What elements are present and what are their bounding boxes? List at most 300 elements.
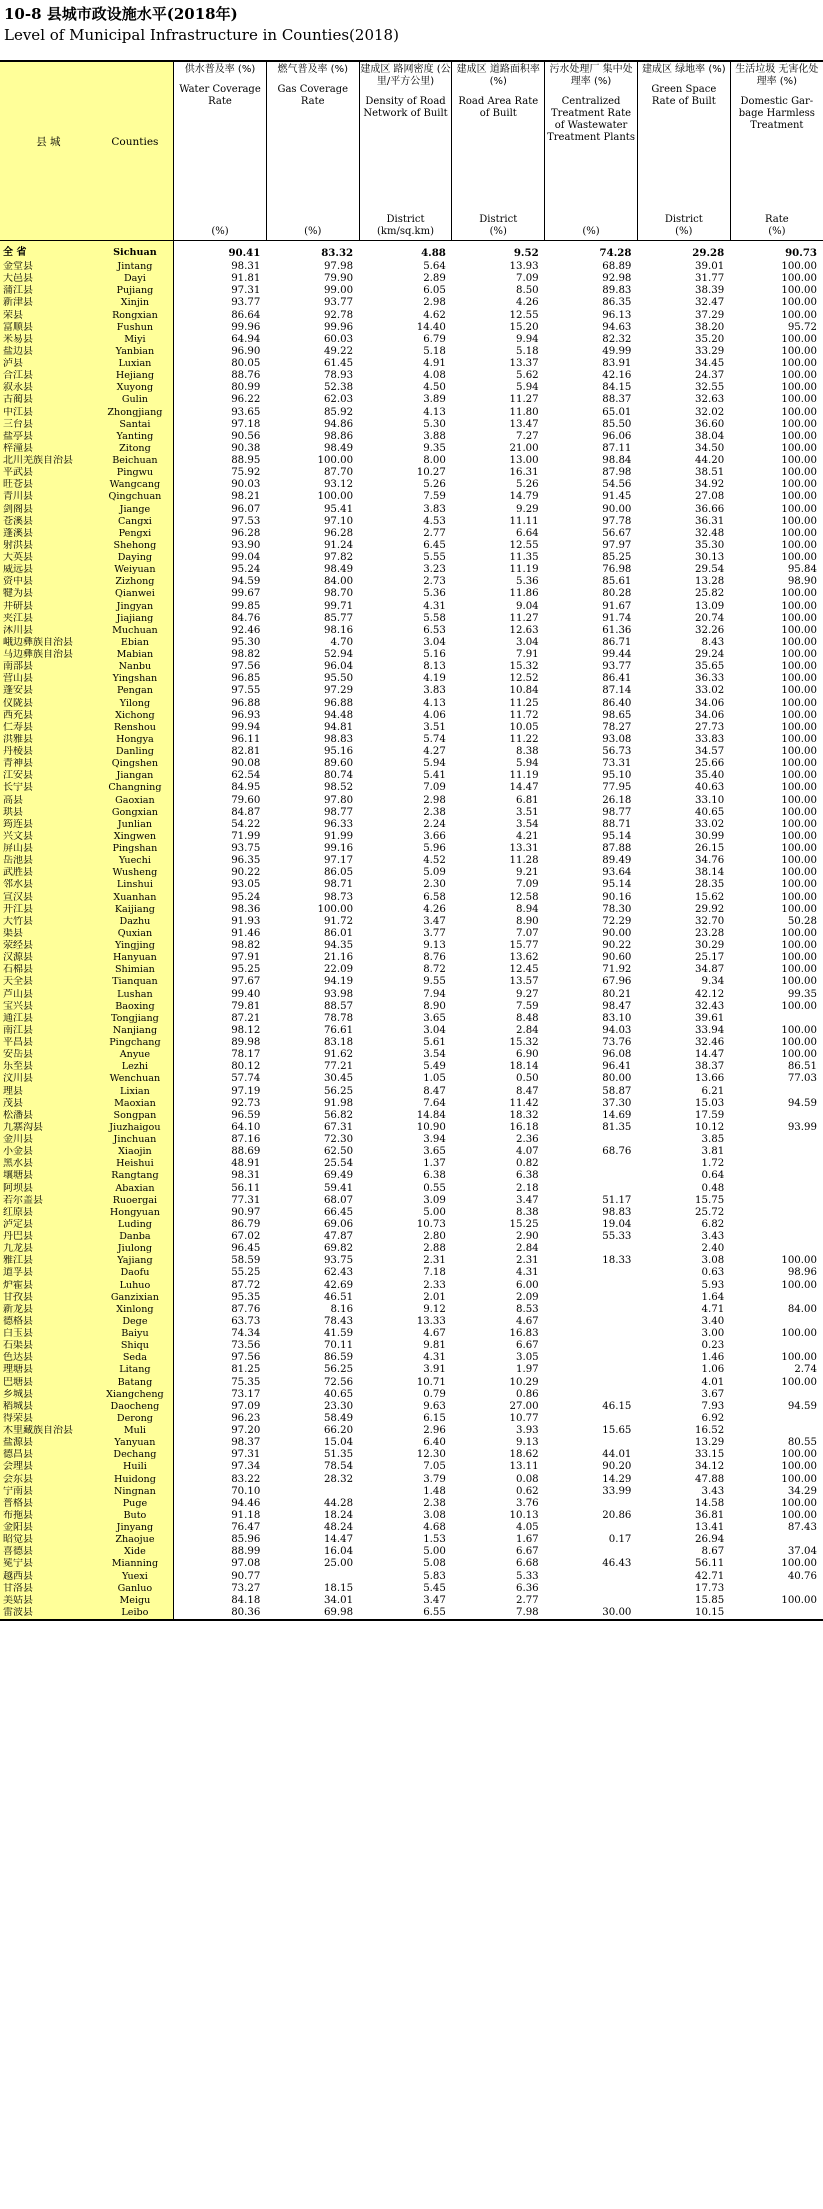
value-cell [545, 1243, 638, 1255]
value-cell: 84.15 [602, 382, 632, 394]
value-cell: 3.43 [701, 1231, 725, 1243]
table-row [0, 540, 823, 552]
value-cell: 78.54 [323, 1461, 354, 1473]
value-cell: 11.11 [509, 515, 539, 527]
value-cell: 13.37 [509, 358, 539, 370]
value-cell: 90.77 [231, 1570, 261, 1582]
value-cell: 100.00 [781, 721, 817, 733]
county-name-cn: 犍为县 [0, 588, 97, 600]
value-cell: 30.00 [545, 1607, 638, 1620]
value-cell: 94.59 [787, 1097, 817, 1109]
value-cell: 58.59 [231, 1255, 261, 1267]
county-name-cn: 蓬溪县 [0, 528, 97, 540]
value-cell: 12.45 [509, 964, 539, 976]
value-cell [266, 1486, 359, 1498]
value-cell: 1.05 [423, 1073, 446, 1085]
value-cell: 91.93 [231, 915, 261, 927]
table-row [0, 1134, 823, 1146]
county-name-en: Jiulong [97, 1243, 174, 1255]
value-cell: 82.32 [602, 333, 632, 345]
value-cell: 33.94 [695, 1024, 725, 1036]
value-cell: 1.37 [423, 1158, 446, 1170]
table-row [0, 746, 823, 758]
value-cell: 99.67 [231, 588, 261, 600]
value-cell: 6.21 [701, 1085, 725, 1097]
table-row [0, 625, 823, 637]
table-row [0, 1255, 823, 1267]
county-name-cn: 合江县 [0, 370, 97, 382]
value-cell: 95.24 [231, 564, 261, 576]
value-cell: 81.35 [602, 1121, 632, 1133]
value-cell: 2.09 [515, 1291, 539, 1303]
value-cell: 63.73 [231, 1315, 261, 1327]
value-cell: 100.00 [781, 733, 817, 745]
county-name-en: Linshui [97, 879, 174, 891]
value-cell: 98.70 [323, 588, 354, 600]
value-cell: 37.04 [787, 1546, 817, 1558]
value-cell: 79.81 [231, 1000, 261, 1012]
value-cell: 25.72 [695, 1206, 725, 1218]
county-name-en: Jinchuan [97, 1134, 174, 1146]
table-row [0, 710, 823, 722]
county-name-en: Ruoergai [97, 1195, 174, 1207]
value-cell: 100.00 [781, 612, 817, 624]
value-cell: 88.95 [231, 455, 261, 467]
table-row [0, 637, 823, 649]
county-name-en: Jiuzhaigou [97, 1122, 174, 1134]
value-cell: 94.81 [323, 721, 354, 733]
table-row [0, 1292, 823, 1304]
value-cell: 93.65 [231, 406, 261, 418]
value-cell [730, 1219, 823, 1231]
value-cell: 100.00 [781, 1024, 817, 1036]
value-cell [545, 1595, 638, 1607]
table-row [0, 491, 823, 503]
table-row [0, 1195, 823, 1207]
value-cell: 4.70 [330, 636, 354, 648]
county-name-cn: 武胜县 [0, 867, 97, 879]
value-cell: 100.00 [781, 442, 817, 454]
value-cell [545, 1280, 638, 1292]
county-name-cn: 冕宁县 [0, 1558, 97, 1570]
table-row [0, 1267, 823, 1279]
table-row [0, 1534, 823, 1546]
county-name-cn: 石棉县 [0, 964, 97, 976]
value-cell: 94.63 [602, 321, 632, 333]
table-row [0, 552, 823, 564]
value-cell: 19.04 [602, 1218, 632, 1230]
value-cell: 100.00 [781, 818, 817, 830]
column-header: 建成区 道路面积率 (%) Road Area Rate of Built District (%) [452, 61, 545, 241]
value-cell: 0.63 [701, 1267, 725, 1279]
value-cell: 40.65 [323, 1388, 354, 1400]
value-cell: 9.21 [515, 867, 539, 879]
value-cell: 82.81 [231, 746, 261, 758]
table-row [0, 1510, 823, 1522]
value-cell: 9.04 [515, 600, 539, 612]
value-cell: 5.41 [423, 770, 446, 782]
value-cell: 3.79 [423, 1473, 446, 1485]
value-cell: 12.52 [509, 673, 539, 685]
value-cell: 24.37 [695, 370, 725, 382]
county-name-cn: 甘孜县 [0, 1292, 97, 1304]
value-cell: 18.14 [509, 1061, 539, 1073]
table-row [0, 831, 823, 843]
table-row [0, 1049, 823, 1061]
value-cell: 85.50 [602, 418, 632, 430]
value-cell: 5.30 [423, 418, 446, 430]
table-row [0, 1146, 823, 1158]
value-cell: 100.00 [781, 333, 817, 345]
table-body [0, 241, 823, 1621]
value-cell: 11.42 [509, 1097, 539, 1109]
table-row [0, 1364, 823, 1376]
value-cell: 87.14 [602, 685, 632, 697]
value-cell: 93.75 [323, 1255, 354, 1267]
value-cell: 3.89 [423, 394, 446, 406]
value-cell: 60.03 [323, 333, 354, 345]
value-cell: 11.86 [509, 588, 539, 600]
value-cell: 7.18 [423, 1267, 446, 1279]
value-cell: 54.22 [231, 818, 261, 830]
table-row [0, 782, 823, 794]
county-name-en: Weiyuan [97, 564, 174, 576]
value-cell: 83.22 [231, 1473, 261, 1485]
value-cell: 2.18 [515, 1182, 539, 1194]
value-cell: 100.00 [781, 673, 817, 685]
county-en-header: Counties [97, 61, 174, 241]
county-name-en: Ebian [97, 637, 174, 649]
value-cell: 2.74 [794, 1364, 817, 1376]
county-name-cn: 开江县 [0, 904, 97, 916]
value-cell: 96.07 [231, 503, 261, 515]
county-name-cn: 三台县 [0, 419, 97, 431]
value-cell: 15.77 [509, 940, 539, 952]
value-cell: 3.00 [701, 1328, 725, 1340]
value-cell: 15.32 [509, 661, 539, 673]
value-cell: 98.16 [323, 624, 354, 636]
value-cell: 98.73 [323, 891, 354, 903]
value-cell: 11.19 [509, 770, 539, 782]
value-cell: 33.02 [695, 818, 725, 830]
value-cell: 6.79 [423, 333, 446, 345]
county-name-cn: 渠县 [0, 928, 97, 940]
county-name-cn: 芦山县 [0, 989, 97, 1001]
value-cell: 91.24 [323, 539, 354, 551]
value-cell: 95.24 [231, 891, 261, 903]
value-cell [730, 1183, 823, 1195]
value-cell: 96.08 [602, 1049, 632, 1061]
value-cell: 100.00 [781, 588, 817, 600]
value-cell: 3.83 [423, 503, 446, 515]
county-name-cn: 古蔺县 [0, 394, 97, 406]
value-cell: 12.55 [509, 539, 539, 551]
value-cell: 46.15 [602, 1400, 632, 1412]
county-name-en: Gongxian [97, 807, 174, 819]
county-name-en: Daying [97, 552, 174, 564]
value-cell: 26.94 [695, 1534, 725, 1546]
value-cell: 0.17 [608, 1534, 632, 1546]
value-cell: 68.89 [602, 261, 632, 273]
value-cell [730, 1146, 823, 1158]
county-name-cn: 喜德县 [0, 1546, 97, 1558]
table-row [0, 1461, 823, 1473]
county-name-cn: 盐亭县 [0, 431, 97, 443]
value-cell: 73.56 [231, 1340, 261, 1352]
county-name-en: Changning [97, 782, 174, 794]
value-cell: 98.49 [323, 564, 354, 576]
county-name-en: Wusheng [97, 867, 174, 879]
value-cell: 7.64 [423, 1097, 446, 1109]
value-cell: 100.00 [781, 382, 817, 394]
value-cell: 27.73 [695, 721, 725, 733]
value-cell: 92.73 [231, 1097, 261, 1109]
value-cell: 8.47 [515, 1085, 539, 1097]
table-row [0, 758, 823, 770]
value-cell [266, 1571, 359, 1583]
value-cell: 87.76 [231, 1303, 261, 1315]
value-cell: 1.97 [515, 1364, 539, 1376]
value-cell: 84.00 [787, 1303, 817, 1315]
county-name-en: Litang [97, 1364, 174, 1376]
value-cell: 4.50 [423, 382, 446, 394]
value-cell [730, 1316, 823, 1328]
value-cell: 100.00 [781, 1473, 817, 1485]
value-cell: 100.00 [781, 685, 817, 697]
county-name-en: Yingshan [97, 673, 174, 685]
value-cell: 97.19 [231, 1085, 261, 1097]
value-cell: 100.00 [781, 394, 817, 406]
value-cell: 10.90 [416, 1121, 446, 1133]
value-cell: 100.00 [781, 479, 817, 491]
value-cell: 84.87 [231, 806, 261, 818]
value-cell: 5.94 [515, 758, 539, 770]
value-cell: 87.72 [231, 1279, 261, 1291]
value-cell: 9.35 [423, 442, 446, 454]
value-cell: 99.71 [323, 600, 354, 612]
value-cell: 12.58 [509, 891, 539, 903]
county-name-cn: 仁寿县 [0, 722, 97, 734]
county-name-en: Qingchuan [97, 491, 174, 503]
county-name-en: Muli [97, 1425, 174, 1437]
value-cell: 7.07 [515, 927, 539, 939]
county-name-cn: 北川羌族自治县 [0, 455, 97, 467]
value-cell: 95.72 [787, 321, 817, 333]
value-cell: 93.75 [231, 843, 261, 855]
value-cell: 83.32 [321, 247, 354, 259]
county-name-en: Huili [97, 1461, 174, 1473]
value-cell: 91.45 [602, 491, 632, 503]
value-cell: 10.77 [509, 1412, 539, 1424]
value-cell: 100.00 [781, 1461, 817, 1473]
value-cell: 16.52 [695, 1425, 725, 1437]
value-cell: 95.84 [787, 564, 817, 576]
value-cell: 5.36 [515, 576, 539, 588]
value-cell: 36.81 [695, 1509, 725, 1521]
county-name-en: Xinlong [97, 1304, 174, 1316]
value-cell: 100.00 [781, 285, 817, 297]
value-cell: 95.14 [602, 830, 632, 842]
value-cell: 13.57 [509, 976, 539, 988]
value-cell: 62.54 [231, 770, 261, 782]
value-cell: 76.61 [323, 1024, 354, 1036]
value-cell: 40.65 [695, 806, 725, 818]
table-row [0, 588, 823, 600]
county-name-en: Danling [97, 746, 174, 758]
county-name-cn: 布拖县 [0, 1510, 97, 1522]
value-cell: 64.94 [231, 333, 261, 345]
county-name-en: Mianning [97, 1558, 174, 1570]
value-cell: 84.18 [231, 1594, 261, 1606]
value-cell: 86.64 [231, 309, 261, 321]
value-cell: 2.89 [423, 273, 446, 285]
value-cell: 0.79 [423, 1388, 446, 1400]
county-name-en: Jintang [97, 261, 174, 273]
table-row [0, 601, 823, 613]
county-name-en: Xide [97, 1546, 174, 1558]
value-cell: 96.28 [323, 527, 354, 539]
value-cell: 85.92 [323, 406, 354, 418]
county-name-cn: 稻城县 [0, 1401, 97, 1413]
value-cell: 86.01 [323, 927, 354, 939]
value-cell: 14.47 [323, 1534, 354, 1546]
value-cell: 80.21 [602, 988, 632, 1000]
value-cell: 97.20 [231, 1425, 261, 1437]
value-cell: 14.79 [509, 491, 539, 503]
value-cell: 34.57 [695, 746, 725, 758]
county-name-cn: 金阳县 [0, 1522, 97, 1534]
value-cell: 1.72 [701, 1158, 725, 1170]
table-row [0, 516, 823, 528]
value-cell: 9.13 [515, 1437, 539, 1449]
value-cell: 58.49 [323, 1412, 354, 1424]
value-cell: 68.76 [602, 1146, 632, 1158]
value-cell: 3.88 [423, 430, 446, 442]
table-row [0, 467, 823, 479]
value-cell [730, 1195, 823, 1207]
value-cell: 5.33 [515, 1570, 539, 1582]
value-cell: 73.76 [602, 1037, 632, 1049]
county-name-cn: 南江县 [0, 1025, 97, 1037]
county-name-cn: 木里藏族自治县 [0, 1425, 97, 1437]
value-cell: 86.40 [602, 697, 632, 709]
value-cell: 11.27 [509, 612, 539, 624]
table-row [0, 310, 823, 322]
value-cell: 35.20 [695, 333, 725, 345]
county-name-cn: 茂县 [0, 1098, 97, 1110]
county-name-en: Pingshan [97, 843, 174, 855]
value-cell: 97.55 [231, 685, 261, 697]
value-cell: 4.13 [423, 697, 446, 709]
county-name-en: Xuyong [97, 382, 174, 394]
value-cell [545, 1498, 638, 1510]
table-row [0, 1352, 823, 1364]
value-cell: 96.35 [231, 855, 261, 867]
table-row [0, 795, 823, 807]
value-cell [730, 1013, 823, 1025]
county-name-cn: 色达县 [0, 1352, 97, 1364]
county-name-en: Shimian [97, 964, 174, 976]
value-cell: 8.43 [701, 636, 725, 648]
county-name-cn: 九寨沟县 [0, 1122, 97, 1134]
county-name-cn: 威远县 [0, 564, 97, 576]
value-cell: 100.00 [781, 1449, 817, 1461]
value-cell: 5.74 [423, 733, 446, 745]
county-name-cn: 美姑县 [0, 1595, 97, 1607]
value-cell: 80.99 [231, 382, 261, 394]
county-name-cn: 丹棱县 [0, 746, 97, 758]
value-cell: 3.23 [423, 564, 446, 576]
value-cell: 84.00 [323, 576, 354, 588]
value-cell: 93.08 [602, 733, 632, 745]
county-name-en: Kaijiang [97, 904, 174, 916]
value-cell: 12.63 [509, 624, 539, 636]
table-row [0, 807, 823, 819]
value-cell [730, 1170, 823, 1182]
county-name-en: Daocheng [97, 1401, 174, 1413]
value-cell: 95.50 [323, 673, 354, 685]
value-cell: 83.18 [323, 1037, 354, 1049]
value-cell: 2.77 [515, 1594, 539, 1606]
value-cell: 56.67 [602, 527, 632, 539]
value-cell: 98.77 [323, 806, 354, 818]
value-cell: 88.57 [323, 1000, 354, 1012]
value-cell: 15.04 [323, 1437, 354, 1449]
value-cell: 30.29 [695, 940, 725, 952]
value-cell: 20.86 [602, 1509, 632, 1521]
value-cell: 51.35 [323, 1449, 354, 1461]
county-name-en: Xuanhan [97, 892, 174, 904]
value-cell: 7.09 [515, 879, 539, 891]
county-name-cn: 泸定县 [0, 1219, 97, 1231]
table-row [0, 358, 823, 370]
value-cell: 77.31 [231, 1194, 261, 1206]
value-cell: 27.00 [509, 1400, 539, 1412]
value-cell: 72.30 [323, 1134, 354, 1146]
value-cell: 92.78 [323, 309, 354, 321]
county-name-cn: 甘洛县 [0, 1583, 97, 1595]
county-name-cn: 炉霍县 [0, 1280, 97, 1292]
county-name-cn: 荥经县 [0, 940, 97, 952]
county-name-en: Tianquan [97, 976, 174, 988]
value-cell: 91.46 [231, 927, 261, 939]
value-cell: 70.10 [231, 1485, 261, 1497]
value-cell: 22.09 [323, 964, 354, 976]
value-cell: 2.73 [423, 576, 446, 588]
value-cell [545, 1571, 638, 1583]
value-cell: 40.63 [695, 782, 725, 794]
value-cell: 100.00 [781, 600, 817, 612]
value-cell: 34.01 [323, 1594, 354, 1606]
value-cell: 94.59 [787, 1400, 817, 1412]
value-cell: 4.07 [515, 1146, 539, 1158]
value-cell: 100.00 [781, 552, 817, 564]
value-cell [730, 1292, 823, 1304]
value-cell: 84.76 [231, 612, 261, 624]
value-cell: 3.54 [423, 1049, 446, 1061]
value-cell: 94.86 [323, 418, 354, 430]
value-cell: 8.90 [515, 915, 539, 927]
value-cell: 3.51 [515, 806, 539, 818]
value-cell [730, 1340, 823, 1352]
value-cell: 2.80 [423, 1231, 446, 1243]
value-cell: 13.93 [509, 261, 539, 273]
value-cell: 29.24 [695, 649, 725, 661]
value-cell: 90.08 [231, 758, 261, 770]
value-cell: 65.01 [602, 406, 632, 418]
value-cell: 7.09 [515, 273, 539, 285]
value-cell: 97.80 [323, 794, 354, 806]
